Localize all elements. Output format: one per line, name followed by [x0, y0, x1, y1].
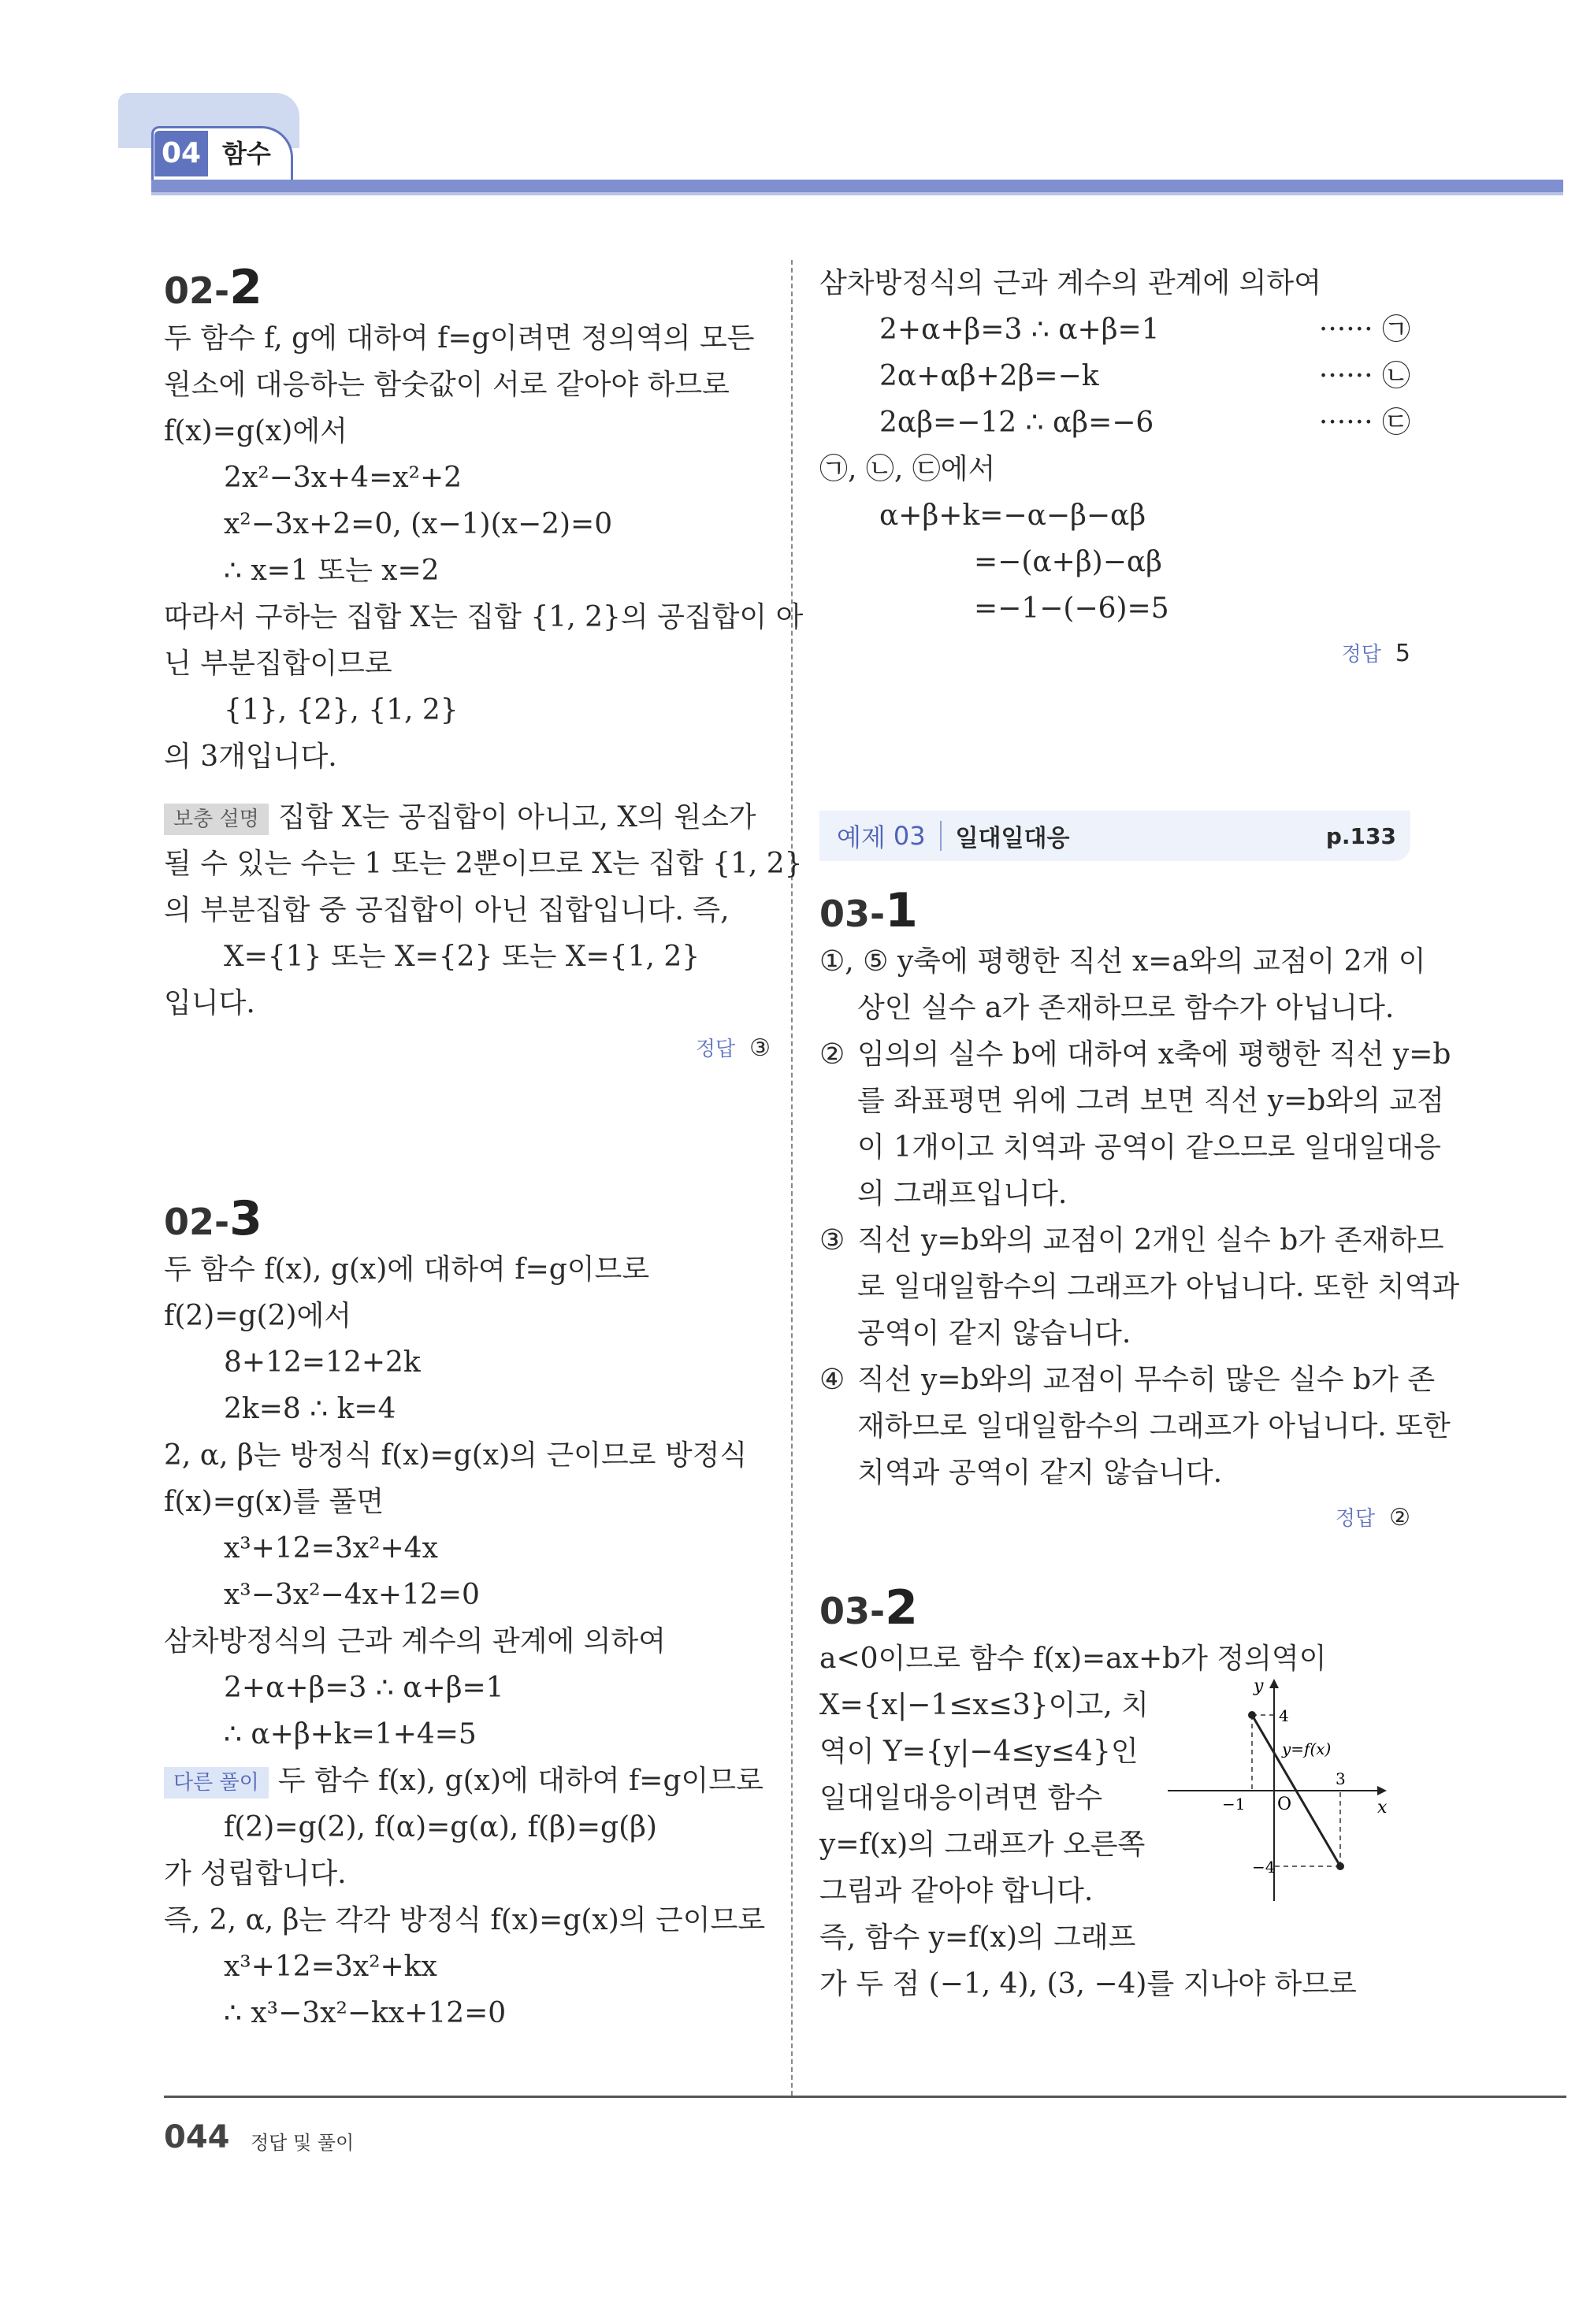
choice-item [819, 1031, 1451, 1217]
y-tick-bottom: −4 [1252, 1858, 1276, 1877]
alt-equation: x³+12=3x²+kx [224, 1951, 437, 1983]
answer-label: 정답 [695, 1038, 736, 1061]
answer-line [819, 1496, 1418, 1541]
problem-02-3-continued [819, 260, 1418, 677]
answer-value: ② [1389, 1504, 1410, 1531]
problem-label-number: 1 [885, 883, 918, 938]
note-equation: X={1} 또는 X={2} 또는 X={1, 2} [224, 941, 700, 973]
choice-line: 임의의 실수 b에 대하여 x축에 평행한 직선 y=b [857, 1038, 1451, 1071]
choice-line: y축에 평행한 직선 x=a와의 교점이 2개 이 [897, 945, 1426, 978]
equation: ∴ x=1 또는 x=2 [224, 555, 440, 587]
alt-line: 가 성립합니다. [164, 1858, 347, 1890]
text-line: 역이 Y={y|−4≤y≤4}인 [819, 1736, 1139, 1768]
answer-line [164, 1026, 778, 1071]
text-line: 두 함수 f(x), g(x)에 대하여 f=g이므로 [164, 1253, 650, 1286]
problem-label-prefix: 02- [164, 269, 230, 312]
text-line: f(2)=g(2)에서 [164, 1300, 352, 1332]
answer-line [819, 632, 1418, 677]
x-tick-left: −1 [1222, 1795, 1246, 1814]
text-line: f(x)=g(x)에서 [164, 415, 347, 447]
choice-item [819, 938, 1426, 1031]
problem-label-number: 2 [229, 260, 262, 315]
problem-03-1 [819, 883, 1460, 1541]
problem-label-prefix: 03- [819, 893, 886, 935]
note-line: 입니다. [164, 987, 255, 1019]
text-line: X={x|−1≤x≤3}이고, 치 [819, 1689, 1149, 1721]
page-number: 044 [164, 2119, 230, 2155]
alt-equation: ∴ x³−3x²−kx+12=0 [224, 1997, 507, 2029]
right-column [819, 260, 1460, 2007]
choice-text [857, 1217, 1459, 1357]
example-label: 예제 [837, 822, 886, 852]
endpoint-start [1248, 1711, 1256, 1719]
equation: =−(α+β)−αβ [974, 546, 1162, 578]
choice-marker: ④ [819, 1364, 845, 1396]
text-line: 그림과 같아야 합니다. [819, 1875, 1094, 1907]
choice-line: 상인 실수 a가 존재하므로 함수가 아닙니다. [857, 992, 1395, 1024]
note-tag: 보충 설명 [164, 804, 269, 835]
chapter-title: 함수 [222, 139, 271, 169]
choice-line: 재하므로 일대일함수의 그래프가 아닙니다. 또한 [857, 1410, 1451, 1442]
choice-line: 이 1개이고 치역과 공역이 같으므로 일대일대응 [857, 1131, 1441, 1164]
header-bar [151, 180, 1563, 192]
choice-line: 직선 y=b와의 교점이 무수히 많은 실수 b가 존 [857, 1364, 1436, 1396]
alt-line: 즉, 2, α, β는 각각 방정식 f(x)=g(x)의 근이므로 [164, 1904, 766, 1936]
answer-value: 5 [1395, 640, 1410, 667]
equation: 2x²−3x+4=x²+2 [224, 462, 463, 494]
column-divider [791, 260, 793, 2096]
set-list: {1}, {2}, {1, 2} [224, 694, 459, 726]
text-line: 즉, 함수 y=f(x)의 그래프 [819, 1921, 1136, 1954]
example-page-ref: p.133 [1325, 822, 1396, 849]
text-line: 일대일대응이려면 함수 [819, 1782, 1103, 1814]
equation-marker: ······ ㉡ [1318, 360, 1410, 392]
x-axis-label: x [1377, 1798, 1388, 1817]
y-axis-arrow-icon [1269, 1679, 1279, 1688]
problem-label-prefix: 02- [164, 1201, 230, 1243]
problem-label [164, 260, 778, 315]
y-axis-label: y [1254, 1676, 1264, 1696]
equation: x³−3x²−4x+12=0 [224, 1579, 480, 1611]
text-line: 두 함수 f, g에 대하여 f=g이려면 정의역의 모든 [164, 322, 755, 355]
choice-line: 로 일대일함수의 그래프가 아닙니다. 또한 치역과 [857, 1271, 1460, 1303]
choice-marker: ③ [819, 1224, 845, 1257]
text-line: 가 두 점 (−1, 4), (3, −4)를 지나야 하므로 [819, 1968, 1357, 2000]
choice-item [819, 1357, 1451, 1496]
equation-row [819, 399, 1418, 446]
answer-label: 정답 [1341, 643, 1381, 666]
choice-text [857, 1357, 1451, 1496]
alt-equation: f(2)=g(2), f(α)=g(α), f(β)=g(β) [224, 1811, 657, 1843]
text-line: 의 3개입니다. [164, 741, 337, 773]
alt-solution-tag: 다른 풀이 [164, 1767, 269, 1799]
endpoint-end [1336, 1862, 1344, 1870]
equation-marker: ······ ㉢ [1318, 407, 1410, 439]
text-line: f(x)=g(x)를 풀면 [164, 1486, 385, 1518]
choice-line: 치역과 공역이 같지 않습니다. [857, 1457, 1223, 1489]
problem-02-3 [164, 1191, 778, 2036]
equation-marker: ······ ㉠ [1318, 314, 1410, 346]
function-label: y=f(x) [1282, 1739, 1332, 1758]
text-line: ㉠, ㉡, ㉢에서 [819, 453, 996, 485]
header-bar-underline [151, 192, 1563, 195]
x-tick-right: 3 [1336, 1769, 1346, 1788]
y-tick-top: 4 [1279, 1706, 1289, 1725]
equation: x³+12=3x²+4x [224, 1532, 438, 1565]
problem-label-number: 3 [229, 1191, 262, 1246]
answer-label: 정답 [1335, 1507, 1376, 1531]
text-line: 2, α, β는 방정식 f(x)=g(x)의 근이므로 방정식 [164, 1439, 748, 1472]
equation: 8+12=12+2k [224, 1346, 421, 1379]
problem-label [164, 1191, 778, 1246]
choice-marker: ①, ⑤ [819, 945, 889, 978]
origin-label: O [1277, 1795, 1292, 1814]
choice-marker: ② [819, 1038, 845, 1071]
equation: 2+α+β=3 ∴ α+β=1 [224, 1672, 504, 1704]
equation: x²−3x+2=0, (x−1)(x−2)=0 [224, 508, 613, 540]
choice-line: 공역이 같지 않습니다. [857, 1317, 1131, 1349]
problem-02-2 [164, 260, 804, 1071]
equation: 2α+αβ+2β=−k [879, 360, 1099, 392]
text-line: 따라서 구하는 집합 X는 집합 {1, 2}의 공집합이 아 [164, 601, 804, 633]
x-axis-arrow-icon [1377, 1786, 1387, 1795]
alt-text: 두 함수 f(x), g(x)에 대하여 f=g이므로 [277, 1765, 763, 1797]
equation: 2+α+β=3 ∴ α+β=1 [879, 314, 1160, 346]
equation: 2αβ=−12 ∴ αβ=−6 [879, 407, 1154, 439]
problem-03-2 [819, 1580, 1418, 2007]
choice-text [857, 1031, 1451, 1217]
example-title: 일대일대응 [955, 825, 1070, 852]
problem-label-number: 2 [885, 1580, 918, 1635]
text-line: 원소에 대응하는 함숫값이 서로 같아야 하므로 [164, 369, 730, 401]
note-text: 집합 X는 공집합이 아니고, X의 원소가 [277, 801, 756, 833]
choice-line: 의 그래프입니다. [857, 1178, 1068, 1210]
equation-row [819, 353, 1418, 399]
function-graph [1160, 1672, 1396, 1909]
example-header [819, 811, 1410, 861]
equation-row [819, 306, 1418, 353]
note-line: 의 부분집합 중 공집합이 아닌 집합입니다. 즉, [164, 894, 730, 926]
text-line: 닌 부분집합이므로 [164, 648, 392, 680]
equation: =−1−(−6)=5 [974, 592, 1169, 625]
note-line [164, 794, 778, 841]
example-number: 03 [886, 821, 942, 851]
choice-text [819, 938, 1426, 1031]
equation: 2k=8 ∴ k=4 [224, 1393, 396, 1425]
choice-item [819, 1217, 1460, 1357]
text-line: y=f(x)의 그래프가 오른쪽 [819, 1828, 1146, 1861]
choice-line: 를 좌표평면 위에 그려 보면 직선 y=b와의 교점 [857, 1085, 1444, 1117]
chapter-number: 04 [154, 131, 208, 176]
text-line: a<0이므로 함수 f(x)=ax+b가 정의역이 [819, 1643, 1327, 1675]
note-line: 될 수 있는 수는 1 또는 2뿐이므로 X는 집합 {1, 2} [164, 848, 803, 880]
text-line: 삼차방정식의 근과 계수의 관계에 의하여 [164, 1625, 666, 1658]
problem-label [819, 883, 1418, 938]
footer-rule [164, 2096, 1566, 2098]
text-with-graph [819, 1676, 1418, 1961]
alt-line [164, 1758, 778, 1804]
footer-text: 정답 및 풀이 [251, 2132, 355, 2154]
left-column [164, 260, 804, 2036]
problem-label-prefix: 03- [819, 1590, 886, 1632]
answer-value: ③ [749, 1034, 771, 1062]
choice-line: 직선 y=b와의 교점이 2개인 실수 b가 존재하므 [857, 1224, 1444, 1257]
problem-label [819, 1580, 1418, 1635]
equation: ∴ α+β+k=1+4=5 [224, 1718, 477, 1750]
equation: α+β+k=−α−β−αβ [879, 499, 1146, 532]
text-line: 삼차방정식의 근과 계수의 관계에 의하여 [819, 267, 1321, 299]
